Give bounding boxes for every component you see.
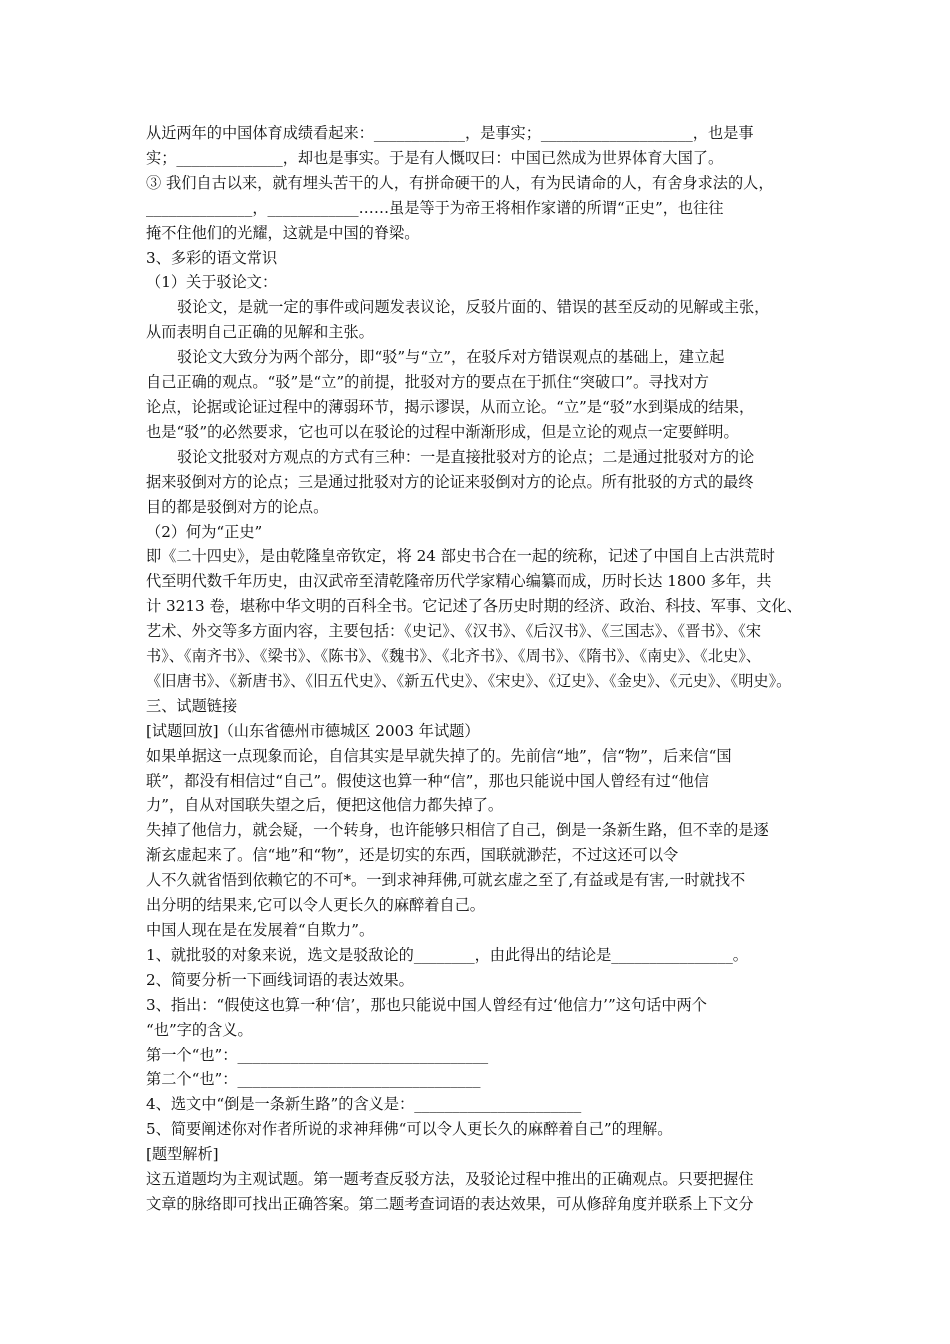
question-line: 3、指出：“假使这也算一种‘信’，那也只能说中国人曾经有过‘他信力’”这句话中两个 — [146, 995, 707, 1014]
question-line: 2、简要分析一下画线词语的表达效果。 — [146, 970, 414, 989]
text-line: 实；______________，却也是事实。于是有人慨叹曰：中国已然成为世界体育大国了。 — [146, 148, 724, 167]
subsection-heading: （1）关于驳论文： — [146, 273, 278, 292]
text-line: 文章的脉络即可找出正确答案。第二题考查词语的表达效果，可从修辞角度并联系上下文分 — [146, 1194, 754, 1213]
text-line: 中国人现在是在发展着“自欺力”。 — [146, 921, 375, 939]
text-line: ______________，____________……虽是等于为帝王将相作家谱的所谓“正史”，也往往 — [146, 198, 724, 217]
document-body — [146, 121, 806, 1217]
question-line: 5、简要阐述你对作者所说的求神拜佛“可以令人更长久的麻醉着自己”的理解。 — [146, 1120, 673, 1139]
text-line: 驳论文大致分为两个部分，即“驳”与“立”，在驳斥对方错误观点的基础上，建立起 — [177, 348, 725, 367]
text-line: 艺术、外交等多方面内容，主要包括：《史记》、《汉书》、《后汉书》、《三国志》、《晋书》、《宋 — [146, 622, 762, 641]
text-line: 人不久就省悟到依赖它的不可*。一到求神拜佛,可就玄虚之至了,有益或是有害,一时就找不 — [146, 871, 746, 890]
text-line: 从近两年的中国体育成绩看起来：____________，是事实；____________________，也是事 — [146, 124, 754, 142]
section-heading: 3、多彩的语文常识 — [146, 248, 278, 267]
text-line: 出分明的结果来,它可以令人更长久的麻醉着自己。 — [146, 896, 485, 915]
text-line: 据来驳倒对方的论点；三是通过批驳对方的论证来驳倒对方的论点。所有批驳的方式的最终 — [146, 472, 754, 491]
text-line: 即《二十四史》，是由乾隆皇帝钦定，将 24 部史书合在一起的统称，记述了中国自上古洪荒时 — [146, 547, 775, 566]
question-line: 1、就批驳的对象来说，选文是驳敌论的________，由此得出的结论是________________。 — [146, 945, 748, 964]
text-line: 书》、《南齐书》、《梁书》、《陈书》、《魏书》、《北齐书》、《周书》、《隋书》、《南史》、《北史》、 — [146, 647, 761, 666]
text-line: 失掉了他信力，就会疑，一个转身，也许能够只相信了自己，倒是一条新生路，但不幸的是逐 — [146, 821, 769, 840]
answer-line: 第二个“也”：________________________________ — [146, 1070, 481, 1089]
text-line: 从而表明自己正确的见解和主张。 — [146, 323, 374, 342]
text-line: 渐玄虚起来了。信“地”和“物”，还是切实的东西，国联就渺茫，不过这还可以令 — [146, 846, 679, 865]
answer-line: 第一个“也”：_________________________________ — [146, 1045, 489, 1064]
text-line: 代至明代数千年历史，由汉武帝至清乾隆帝历代学家精心编纂而成，历时长达 1800 多年，共 — [146, 572, 772, 591]
subsection-heading: （2）何为“正史” — [146, 522, 263, 541]
text-line: 目的都是驳倒对方的论点。 — [146, 497, 329, 516]
text-line: 论点，论据或论证过程中的薄弱环节，揭示谬误，从而立论。“立”是“驳”水到渠成的结果， — [146, 397, 755, 416]
text-line: 自己正确的观点。“驳”是“立”的前提，批驳对方的要点在于抓住“突破口”。寻找对方 — [146, 373, 709, 392]
text-line: 《旧唐书》、《新唐书》、《旧五代史》、《新五代史》、《宋史》、《辽史》、《金史》、《元史》、《明史》。 — [146, 671, 792, 690]
section-heading: [题型解析] — [146, 1145, 219, 1164]
text-line: ③ 我们自古以来，就有埋头苦干的人，有拼命硬干的人，有为民请命的人，有舍身求法的人， — [146, 173, 774, 192]
text-line: 也是“驳”的必然要求，它也可以在驳论的过程中渐渐形成，但是立论的观点一定要鲜明。 — [146, 422, 739, 441]
text-line: 掩不住他们的光耀，这就是中国的脊梁。 — [146, 223, 420, 242]
text-line: [试题回放]（山东省德州市德城区 2003 年试题） — [146, 721, 480, 740]
text-line: 计 3213 卷，堪称中华文明的百科全书。它记述了各历史时期的经济、政治、科技、军事、文化、 — [146, 597, 802, 616]
text-line: 如果单据这一点现象而论，自信其实是早就失掉了的。先前信“地”，信“物”，后来信“国 — [146, 746, 732, 765]
text-line: 力”，自从对国联失望之后，便把这他信力都失掉了。 — [146, 796, 504, 815]
text-line: 这五道题均为主观试题。第一题考查反驳方法，及驳论过程中推出的正确观点。只要把握住 — [146, 1170, 754, 1189]
text-line: 联”，都没有相信过“自己”。假使这也算一种“信”，那也只能说中国人曾经有过“他信 — [146, 771, 709, 790]
section-heading: 三、试题链接 — [146, 696, 238, 715]
question-line: 4、选文中“倒是一条新生路”的含义是：______________________ — [146, 1095, 582, 1114]
text-line: 驳论文，是就一定的事件或问题发表议论，反驳片面的、错误的甚至反动的见解或主张， — [177, 298, 770, 317]
text-line: 驳论文批驳对方观点的方式有三种：一是直接批驳对方的论点；二是通过批驳对方的论 — [177, 447, 755, 466]
question-line: “也”字的含义。 — [146, 1020, 253, 1039]
